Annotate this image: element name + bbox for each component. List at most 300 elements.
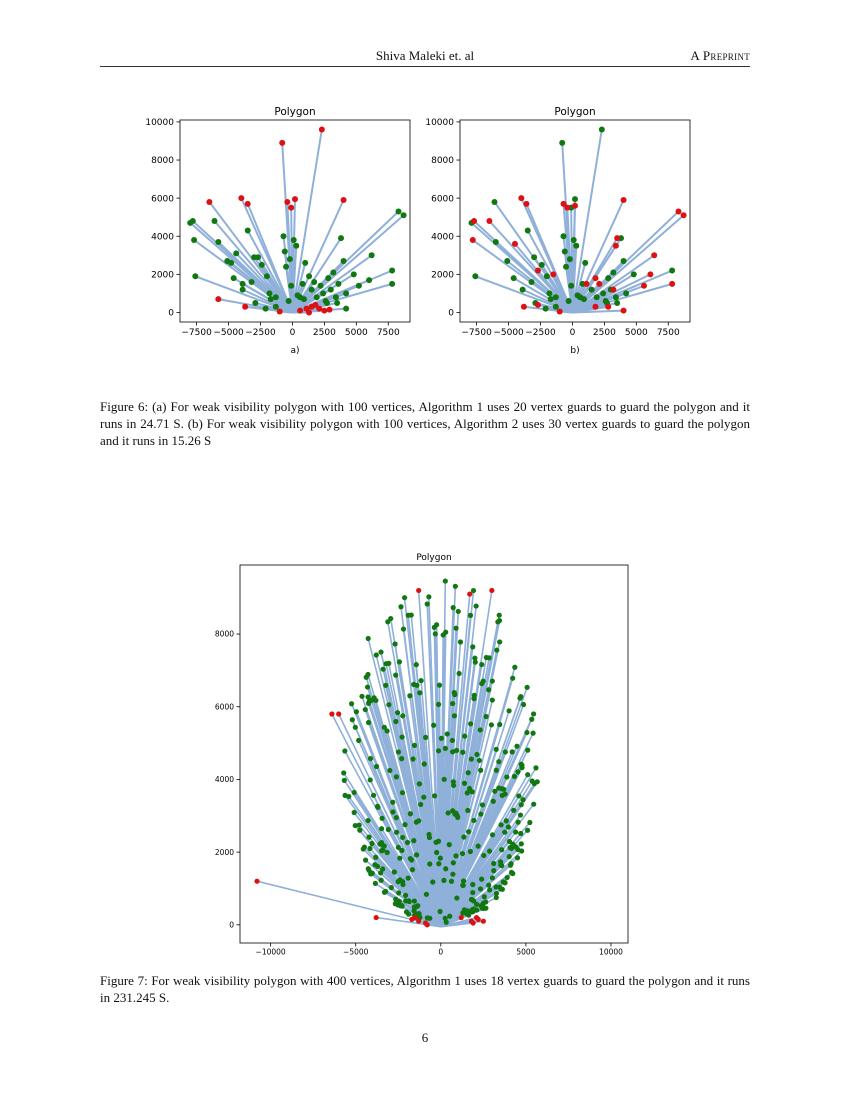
guard-point <box>238 195 244 201</box>
vertex-point <box>320 290 326 296</box>
vertex-point <box>427 835 432 840</box>
vertex-point <box>368 756 373 761</box>
x-tick-label: 5000 <box>344 328 368 338</box>
vertex-point <box>478 886 483 891</box>
vertex-point <box>519 848 524 853</box>
figure-7-caption: Figure 7: For weak visibility polygon with 400 vertices, Algorithm 1 uses 18 vertex guards to guard the polygon and it runs in 231.245 S. <box>100 973 750 1005</box>
vertex-point <box>255 254 261 260</box>
vertex-point <box>457 671 462 676</box>
vertex-point <box>563 264 569 270</box>
vertex-point <box>492 199 498 205</box>
vertex-point <box>379 826 384 831</box>
vertex-point <box>403 893 408 898</box>
vertex-point <box>484 714 489 719</box>
vertex-point <box>472 273 478 279</box>
vertex-point <box>460 883 465 888</box>
y-tick-label: 8000 <box>151 156 174 167</box>
x-tick-label: 2500 <box>592 328 616 338</box>
vertex-point <box>233 250 239 256</box>
vertex-point <box>530 731 535 736</box>
guard-point <box>206 199 212 205</box>
vertex-point <box>487 887 492 892</box>
vertex-point <box>600 290 606 296</box>
vertex-point <box>240 287 246 293</box>
vertex-point <box>393 673 398 678</box>
vertex-point <box>341 258 347 264</box>
vertex-point <box>385 850 390 855</box>
vertex-point <box>434 850 439 855</box>
vertex-point <box>494 648 499 653</box>
x-tick-label: 7500 <box>376 328 400 338</box>
vertex-point <box>330 269 336 275</box>
vertex-point <box>487 849 492 854</box>
vertex-point <box>518 694 523 699</box>
vertex-point <box>511 808 516 813</box>
guard-point <box>681 212 687 218</box>
vertex-point <box>501 879 506 884</box>
vertex-point <box>245 228 251 234</box>
vertex-point <box>573 243 579 249</box>
vertex-point <box>343 290 349 296</box>
vertex-point <box>443 866 448 871</box>
vertex-point <box>386 702 391 707</box>
vertex-point <box>431 723 436 728</box>
vertex-point <box>390 800 395 805</box>
vertex-point <box>531 802 536 807</box>
x-tick-label: 0 <box>289 328 296 338</box>
vertex-point <box>462 781 467 786</box>
vertex-point <box>446 810 451 815</box>
vertex-point <box>512 774 517 779</box>
vertex-point <box>509 861 514 866</box>
vertex-point <box>553 304 559 310</box>
vertex-point <box>521 702 526 707</box>
guard-point <box>605 304 611 310</box>
vertex-point <box>500 887 505 892</box>
vertex-point <box>402 822 407 827</box>
guard-point <box>471 920 476 925</box>
vertex-point <box>366 720 371 725</box>
x-tick-label: −7500 <box>461 328 492 338</box>
guard-point <box>470 237 476 243</box>
vertex-point <box>510 676 515 681</box>
x-tick-label: −5000 <box>213 328 244 338</box>
vertex-point <box>533 765 538 770</box>
vertex-point <box>525 772 530 777</box>
y-tick-label: 6000 <box>151 194 174 205</box>
vertex-point <box>399 848 404 853</box>
y-tick-label: 6000 <box>214 702 234 712</box>
guard-point <box>613 243 619 249</box>
vertex-point <box>456 609 461 614</box>
x-tick-label: 0 <box>438 947 444 957</box>
vertex-point <box>430 879 435 884</box>
vertex-point <box>504 818 509 823</box>
vertex-point <box>582 260 588 266</box>
vertex-point <box>531 254 537 260</box>
vertex-point <box>441 878 446 883</box>
vertex-point <box>505 875 510 880</box>
vertex-point <box>432 793 437 798</box>
vertex-point <box>354 709 359 714</box>
vertex-point <box>401 212 407 218</box>
vertex-point <box>426 594 431 599</box>
vertex-point <box>500 793 505 798</box>
vertex-point <box>543 306 549 312</box>
vertex-point <box>477 758 482 763</box>
vertex-point <box>610 269 616 275</box>
vertex-point <box>461 834 466 839</box>
vertex-point <box>394 774 399 779</box>
guard-point <box>319 127 325 133</box>
vertex-point <box>436 839 441 844</box>
vertex-point <box>458 639 463 644</box>
guard-point <box>535 268 541 274</box>
vertex-point <box>451 783 456 788</box>
vertex-point <box>443 746 448 751</box>
vertex-point <box>491 861 496 866</box>
vertex-point <box>453 626 458 631</box>
y-tick-label: 10000 <box>145 118 174 129</box>
figure-6-caption: Figure 6: (a) For weak visibility polygon with 100 vertices, Algorithm 1 uses 20 vertex guards to guard the polygon and it runs in 24.71 S. (b) For weak visibility polygon with 100 vertices, Algorithm 2 uses 30 vertex guards to guard the polygon and it runs in 15.26 S <box>100 399 750 448</box>
vertex-point <box>514 744 519 749</box>
x-tick-label: −2500 <box>245 328 276 338</box>
vertex-point <box>539 262 545 268</box>
vertex-point <box>379 840 384 845</box>
vertex-point <box>437 683 442 688</box>
vertex-point <box>427 861 432 866</box>
vertex-point <box>490 875 495 880</box>
vertex-point <box>287 256 293 262</box>
vertex-point <box>561 233 567 239</box>
vertex-point <box>393 719 398 724</box>
vertex-point <box>306 273 312 279</box>
vertex-point <box>367 846 372 851</box>
vertex-point <box>466 770 471 775</box>
vertex-point <box>359 694 364 699</box>
vertex-point <box>421 795 426 800</box>
vertex-point <box>480 802 485 807</box>
vertex-point <box>581 296 587 302</box>
vertex-point <box>614 300 620 306</box>
vertex-point <box>460 851 465 856</box>
vertex-point <box>453 853 458 858</box>
vertex-point <box>515 769 520 774</box>
x-tick-label: 5000 <box>624 328 648 338</box>
vertex-point <box>669 268 675 274</box>
vertex-point <box>529 717 534 722</box>
vertex-point <box>423 735 428 740</box>
vertex-point <box>605 275 611 281</box>
vertex-point <box>379 816 384 821</box>
vertex-point <box>411 682 416 687</box>
vertex-point <box>520 287 526 293</box>
vertex-point <box>494 747 499 752</box>
vertex-point <box>390 809 395 814</box>
vertex-point <box>568 283 574 289</box>
vertex-point <box>263 306 269 312</box>
vertex-point <box>400 882 405 887</box>
vertex-point <box>399 756 404 761</box>
x-tick-label: 7500 <box>656 328 680 338</box>
vertex-point <box>363 858 368 863</box>
vertex-point <box>416 818 421 823</box>
vertex-point <box>571 237 577 243</box>
vertex-point <box>350 717 355 722</box>
vertex-point <box>621 258 627 264</box>
vertex-point <box>491 868 496 873</box>
vertex-point <box>436 702 441 707</box>
x-tick-label: −5000 <box>343 947 369 957</box>
vertex-point <box>351 271 357 277</box>
vertex-point <box>282 248 288 254</box>
guard-point <box>564 205 570 211</box>
vertex-point <box>325 275 331 281</box>
vertex-point <box>389 885 394 890</box>
vertex-point <box>599 127 605 133</box>
guard-point <box>557 309 563 315</box>
vertex-point <box>439 736 444 741</box>
guard-point <box>245 201 251 207</box>
vertex-point <box>470 890 475 895</box>
subfigure-label: a) <box>290 346 300 356</box>
vertex-point <box>396 879 401 884</box>
vertex-point <box>268 296 274 302</box>
vertex-point <box>408 811 413 816</box>
visibility-edge <box>292 130 321 313</box>
visibility-edges <box>190 130 403 313</box>
guard-point <box>550 271 556 277</box>
vertex-point <box>414 662 419 667</box>
vertex-point <box>436 861 441 866</box>
vertex-point <box>425 601 430 606</box>
vertex-point <box>494 884 499 889</box>
vertex-point <box>455 815 460 820</box>
vertex-point <box>266 290 272 296</box>
vertex-point <box>471 906 476 911</box>
vertex-point <box>623 290 629 296</box>
vertex-point <box>398 604 403 609</box>
guard-point <box>621 197 627 203</box>
vertex-point <box>341 770 346 775</box>
vertex-point <box>371 793 376 798</box>
vertex-point <box>407 899 412 904</box>
guard-point <box>474 915 479 920</box>
x-tick-label: 0 <box>569 328 576 338</box>
vertex-point <box>468 613 473 618</box>
vertex-point <box>424 892 429 897</box>
vertex-point <box>366 277 372 283</box>
guard-point <box>614 235 620 241</box>
guard-point <box>596 281 602 287</box>
vertex-point <box>273 294 279 300</box>
vertex-point <box>486 687 491 692</box>
vertex-point <box>466 829 471 834</box>
guard-point <box>416 588 421 593</box>
vertex-point <box>382 890 387 895</box>
y-tick-label: 6000 <box>431 194 454 205</box>
vertex-point <box>228 260 234 266</box>
guard-point <box>336 711 341 716</box>
vertex-point <box>494 768 499 773</box>
guard-point <box>592 304 598 310</box>
vertex-point <box>460 750 465 755</box>
vertex-point <box>414 852 419 857</box>
vertex-point <box>343 306 349 312</box>
vertex-point <box>397 659 402 664</box>
vertex-point <box>525 748 530 753</box>
vertex-point <box>449 879 454 884</box>
vertex-point <box>497 639 502 644</box>
guard-point <box>669 281 675 287</box>
vertex-point <box>338 235 344 241</box>
vertex-point <box>212 218 218 224</box>
vertex-point <box>499 863 504 868</box>
vertex-point <box>309 287 315 293</box>
vertex-point <box>302 260 308 266</box>
vertex-point <box>366 701 371 706</box>
vertex-point <box>631 271 637 277</box>
x-tick-label: −10000 <box>255 947 286 957</box>
vertex-point <box>406 912 411 917</box>
guard-point <box>284 199 290 205</box>
vertex-point <box>369 252 375 258</box>
guard-point <box>641 283 647 289</box>
vertex-point <box>366 636 371 641</box>
vertex-point <box>252 300 258 306</box>
vertex-point <box>562 248 568 254</box>
vertex-point <box>407 693 412 698</box>
vertex-point <box>386 827 391 832</box>
vertex-point <box>349 701 354 706</box>
x-tick-label: −7500 <box>181 328 212 338</box>
vertex-point <box>519 841 524 846</box>
guard-point <box>413 915 418 920</box>
vertex-point <box>335 281 341 287</box>
vertex-point <box>491 799 496 804</box>
x-tick-label: 5000 <box>516 947 536 957</box>
vertex-point <box>470 644 475 649</box>
vertex-point <box>353 725 358 730</box>
vertex-point <box>482 894 487 899</box>
vertex-point <box>369 841 374 846</box>
vertex-point <box>486 883 491 888</box>
y-tick-label: 2000 <box>151 270 174 281</box>
chart-title: Polygon <box>416 553 452 563</box>
vertex-point <box>401 626 406 631</box>
vertex-point <box>397 856 402 861</box>
vertex-point <box>493 239 499 245</box>
vertex-point <box>444 920 449 925</box>
visibility-edge <box>292 215 403 312</box>
vertex-point <box>373 881 378 886</box>
vertex-point <box>286 298 292 304</box>
y-tick-label: 0 <box>168 308 174 319</box>
guard-point <box>341 197 347 203</box>
vertex-point <box>519 802 524 807</box>
figure-7-svg <box>200 548 640 968</box>
y-tick-label: 10000 <box>425 118 454 129</box>
guard-point <box>512 241 518 247</box>
vertex-point <box>452 692 457 697</box>
vertex-point <box>375 805 380 810</box>
vertex-point <box>419 678 424 683</box>
vertex-point <box>400 790 405 795</box>
vertex-point <box>412 898 417 903</box>
vertex-point <box>406 875 411 880</box>
guard-point <box>329 711 334 716</box>
vertex-point <box>384 661 389 666</box>
vertex-point <box>273 304 279 310</box>
page-number: 6 <box>421 1030 429 1045</box>
vertex-point <box>454 895 459 900</box>
guard-point <box>486 218 492 224</box>
vertex-point <box>445 731 450 736</box>
vertex-point <box>365 672 370 677</box>
vertex-point <box>356 283 362 289</box>
vertex-point <box>525 685 530 690</box>
vertex-point <box>283 264 289 270</box>
guard-point <box>518 195 524 201</box>
vertex-point <box>418 802 423 807</box>
vertex-point <box>594 294 600 300</box>
header-authors: Shiva Maleki et. al <box>375 48 475 63</box>
vertex-point <box>450 749 455 754</box>
vertex-point <box>356 738 361 743</box>
vertex-point <box>510 749 515 754</box>
vertex-point <box>409 857 414 862</box>
vertex-point <box>394 830 399 835</box>
vertex-point <box>293 243 299 249</box>
guard-point <box>254 879 259 884</box>
guard-point <box>489 588 494 593</box>
vertex-point <box>399 734 404 739</box>
guard-point <box>676 208 682 214</box>
x-tick-label: 2500 <box>312 328 336 338</box>
figure-6b-svg <box>410 100 700 380</box>
figure-6a-plot <box>130 100 420 385</box>
y-tick-label: 0 <box>229 920 234 930</box>
vertex-point <box>506 708 511 713</box>
vertex-point <box>410 867 415 872</box>
guard-point <box>292 196 298 202</box>
vertex-point <box>589 287 595 293</box>
vertex-point <box>527 820 532 825</box>
x-tick-label: 10000 <box>599 947 623 957</box>
subfigure-label: b) <box>570 346 580 356</box>
vertex-point <box>524 730 529 735</box>
guard-point <box>242 304 248 310</box>
vertex-point <box>388 616 393 621</box>
vertex-point <box>479 905 484 910</box>
y-tick-label: 8000 <box>214 629 234 639</box>
vertex-point <box>469 756 474 761</box>
vertex-point <box>450 872 455 877</box>
vertex-point <box>478 811 483 816</box>
vertex-point <box>513 829 518 834</box>
vertex-point <box>378 649 383 654</box>
vertex-point <box>406 613 411 618</box>
vertex-point <box>518 812 523 817</box>
vertex-point <box>548 296 554 302</box>
vertex-point <box>300 281 306 287</box>
guard-point <box>327 307 333 313</box>
vertex-point <box>451 860 456 865</box>
vertex-point <box>191 237 197 243</box>
vertex-point <box>490 832 495 837</box>
vertex-point <box>499 847 504 852</box>
y-tick-label: 8000 <box>431 156 454 167</box>
